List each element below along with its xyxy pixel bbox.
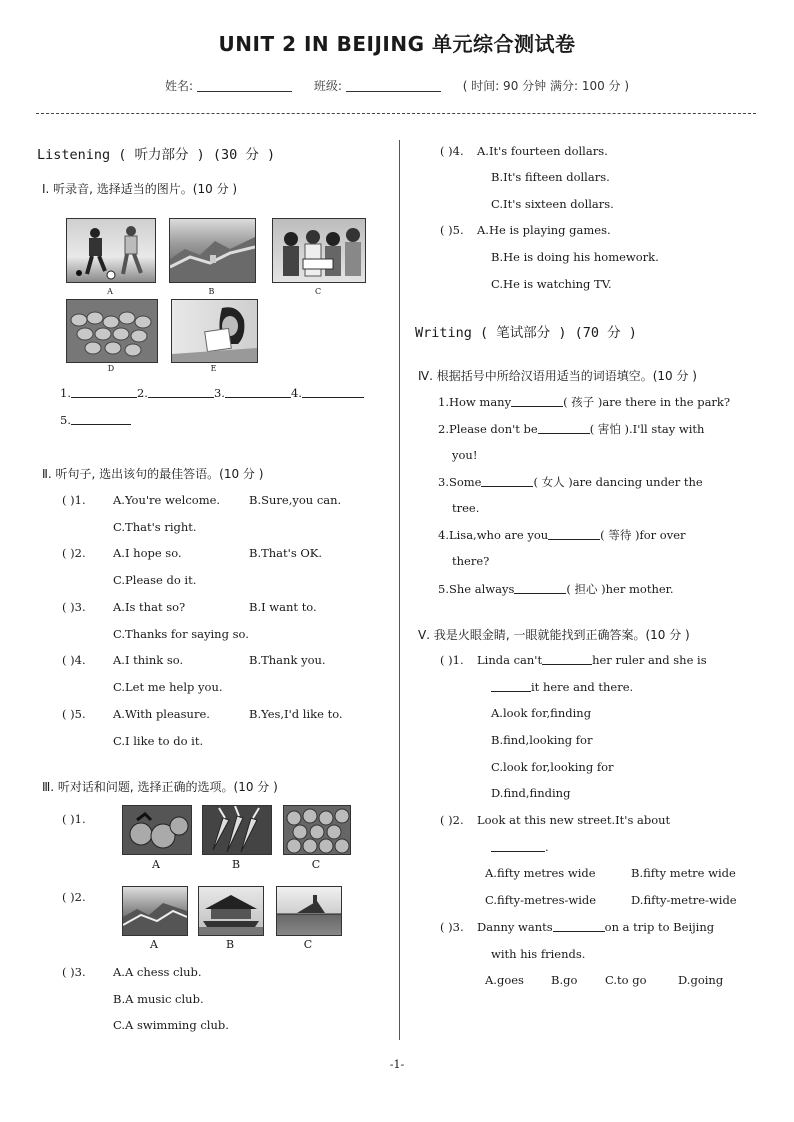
answer-blank[interactable] xyxy=(225,386,291,398)
header-divider xyxy=(36,113,756,114)
page-number: -1- xyxy=(389,1058,405,1071)
name-blank[interactable] xyxy=(197,79,292,92)
great-wall-photo xyxy=(122,886,188,936)
part4-heading: Ⅳ. 根据括号中所给汉语用适当的词语填空。(10 分 ) xyxy=(418,369,697,383)
option-c: C.Please do it. xyxy=(113,573,197,587)
lake-palace-photo xyxy=(276,886,342,936)
question-number[interactable]: ( )2. xyxy=(62,890,86,904)
option-c: C.fifty-metres-wide xyxy=(485,893,597,907)
picture-caption: A xyxy=(152,858,160,871)
time-info: ( 时间: 90 分钟 满分: 100 分 ) xyxy=(462,79,630,93)
picture-caption: B xyxy=(231,858,241,871)
question-number[interactable]: ( )3. xyxy=(62,600,86,614)
fill-blank[interactable] xyxy=(511,395,563,407)
part5-heading: Ⅴ. 我是火眼金睛, 一眼就能找到正确答案。(10 分 ) xyxy=(418,628,690,642)
fill-blank[interactable] xyxy=(491,680,531,692)
picture-caption: C xyxy=(303,938,313,951)
question-number[interactable]: ( )2. xyxy=(440,813,464,827)
column-divider xyxy=(399,140,400,1040)
fill-item-continued: there? xyxy=(452,554,490,568)
option-b: B.Thank you. xyxy=(249,653,326,667)
question-text: with his friends. xyxy=(491,947,586,961)
fill-blank[interactable] xyxy=(538,422,590,434)
tomatoes-photo xyxy=(122,805,192,855)
question-text: Danny wants on a trip to Beijing xyxy=(477,920,715,934)
fill-item: 5.She always ( 担心 )her mother. xyxy=(438,582,674,596)
option-a: A.I hope so. xyxy=(113,546,182,560)
fill-item-continued: you! xyxy=(452,448,478,462)
question-number[interactable]: ( )5. xyxy=(440,223,464,237)
question-number[interactable]: ( )2. xyxy=(62,546,86,560)
writing-title: Writing ( 笔试部分 ) (70 分 ) xyxy=(415,325,637,341)
picture-caption: D xyxy=(107,364,115,373)
option-c: C.look for,looking for xyxy=(491,760,614,774)
option-c: C.It's sixteen dollars. xyxy=(491,197,614,211)
page-title: UNIT 2 IN BEIJING 单元综合测试卷 xyxy=(218,32,576,56)
question-text: Look at this new street.It's about xyxy=(477,813,671,827)
soccer-players-photo xyxy=(66,218,156,283)
fill-item: 2.Please don't be ( 害怕 ).I'll stay with xyxy=(438,422,705,436)
fill-blank[interactable] xyxy=(542,653,592,665)
fill-blank[interactable] xyxy=(481,475,533,487)
part1-heading: Ⅰ. 听录音, 选择适当的图片。(10 分 ) xyxy=(42,182,238,196)
class-blank[interactable] xyxy=(346,79,441,92)
option-c: C.He is watching TV. xyxy=(491,277,612,291)
option-c: C.That's right. xyxy=(113,520,197,534)
fill-item: 3.Some ( 女人 )are dancing under the xyxy=(438,475,703,489)
option-b: B.It's fifteen dollars. xyxy=(491,170,610,184)
option-c: C.to go xyxy=(605,973,647,987)
temple-photo xyxy=(198,886,264,936)
picture-caption: C xyxy=(311,858,321,871)
carrots-photo xyxy=(202,805,272,855)
listening-title: Listening ( 听力部分 ) (30 分 ) xyxy=(37,147,276,163)
option-a: A.fifty metres wide xyxy=(485,866,596,880)
potatoes-basket-photo xyxy=(283,805,351,855)
fill-blank[interactable] xyxy=(514,582,566,594)
question-text: it here and there. xyxy=(491,680,633,694)
answer-blank[interactable] xyxy=(148,386,214,398)
picture-caption: E xyxy=(210,364,217,373)
part3-heading: Ⅲ. 听对话和问题, 选择正确的选项。(10 分 ) xyxy=(42,780,278,794)
students-group-photo xyxy=(272,218,366,283)
option-b: B.find,looking for xyxy=(491,733,593,747)
option-a: A.A chess club. xyxy=(113,965,202,979)
option-c: C.Let me help you. xyxy=(113,680,223,694)
answer-blank[interactable] xyxy=(71,413,131,425)
picture-caption: C xyxy=(314,287,322,296)
option-d: D.going xyxy=(678,973,724,987)
potatoes-photo xyxy=(66,299,158,363)
fill-item-continued: tree. xyxy=(452,501,480,515)
option-b: B.I want to. xyxy=(249,600,317,614)
fill-item: 1.How many ( 孩子 )are there in the park? xyxy=(438,395,731,409)
great-wall-photo xyxy=(169,218,256,283)
part1-answer-row: 1. 2. 3. 4. xyxy=(60,386,364,400)
answer-blank[interactable] xyxy=(71,386,137,398)
question-text: Linda can't her ruler and she is xyxy=(477,653,707,667)
option-b: B.Sure,you can. xyxy=(249,493,342,507)
question-number[interactable]: ( )4. xyxy=(62,653,86,667)
picture-caption: A xyxy=(107,287,113,296)
question-number[interactable]: ( )3. xyxy=(62,965,86,979)
question-number[interactable]: ( )3. xyxy=(440,920,464,934)
option-d: D.fifty-metre-wide xyxy=(631,893,737,907)
girl-writing-photo xyxy=(171,299,258,363)
option-a: A.He is playing games. xyxy=(477,223,611,237)
option-b: B.fifty metre wide xyxy=(631,866,736,880)
option-a: A.With pleasure. xyxy=(113,707,210,721)
option-c: C.A swimming club. xyxy=(113,1018,229,1032)
question-text: . xyxy=(491,840,549,854)
part2-heading: Ⅱ. 听句子, 选出该句的最佳答语。(10 分 ) xyxy=(42,467,264,481)
picture-caption: B xyxy=(208,287,215,296)
option-a: A.I think so. xyxy=(113,653,184,667)
picture-caption: B xyxy=(225,938,235,951)
fill-blank[interactable] xyxy=(548,528,600,540)
question-number[interactable]: ( )5. xyxy=(62,707,86,721)
option-a: A.You're welcome. xyxy=(113,493,221,507)
option-c: C.I like to do it. xyxy=(113,734,204,748)
fill-item: 4.Lisa,who are you ( 等待 )for over xyxy=(438,528,686,542)
option-a: A.Is that so? xyxy=(113,600,186,614)
option-b: B.That's OK. xyxy=(249,546,323,560)
question-number[interactable]: ( )1. xyxy=(62,493,86,507)
question-number[interactable]: ( )1. xyxy=(62,812,86,826)
option-b: B.go xyxy=(551,973,578,987)
option-c: C.Thanks for saying so. xyxy=(113,627,249,641)
name-label: 姓名: xyxy=(164,79,193,93)
option-b: B.He is doing his homework. xyxy=(491,250,659,264)
part1-answer-row: 5. xyxy=(60,413,131,427)
fill-blank[interactable] xyxy=(491,840,545,852)
option-a: A.It's fourteen dollars. xyxy=(477,144,608,158)
option-b: B.A music club. xyxy=(113,992,204,1006)
picture-caption: A xyxy=(150,938,158,951)
option-d: D.find,finding xyxy=(491,786,571,800)
fill-blank[interactable] xyxy=(553,920,605,932)
question-number[interactable]: ( )1. xyxy=(440,653,464,667)
student-info-line xyxy=(0,77,794,94)
class-label: 班级: xyxy=(313,79,342,93)
answer-blank[interactable] xyxy=(302,386,364,398)
option-a: A.look for,finding xyxy=(491,706,592,720)
option-b: B.Yes,I'd like to. xyxy=(249,707,343,721)
question-number[interactable]: ( )4. xyxy=(440,144,464,158)
option-a: A.goes xyxy=(485,973,524,987)
